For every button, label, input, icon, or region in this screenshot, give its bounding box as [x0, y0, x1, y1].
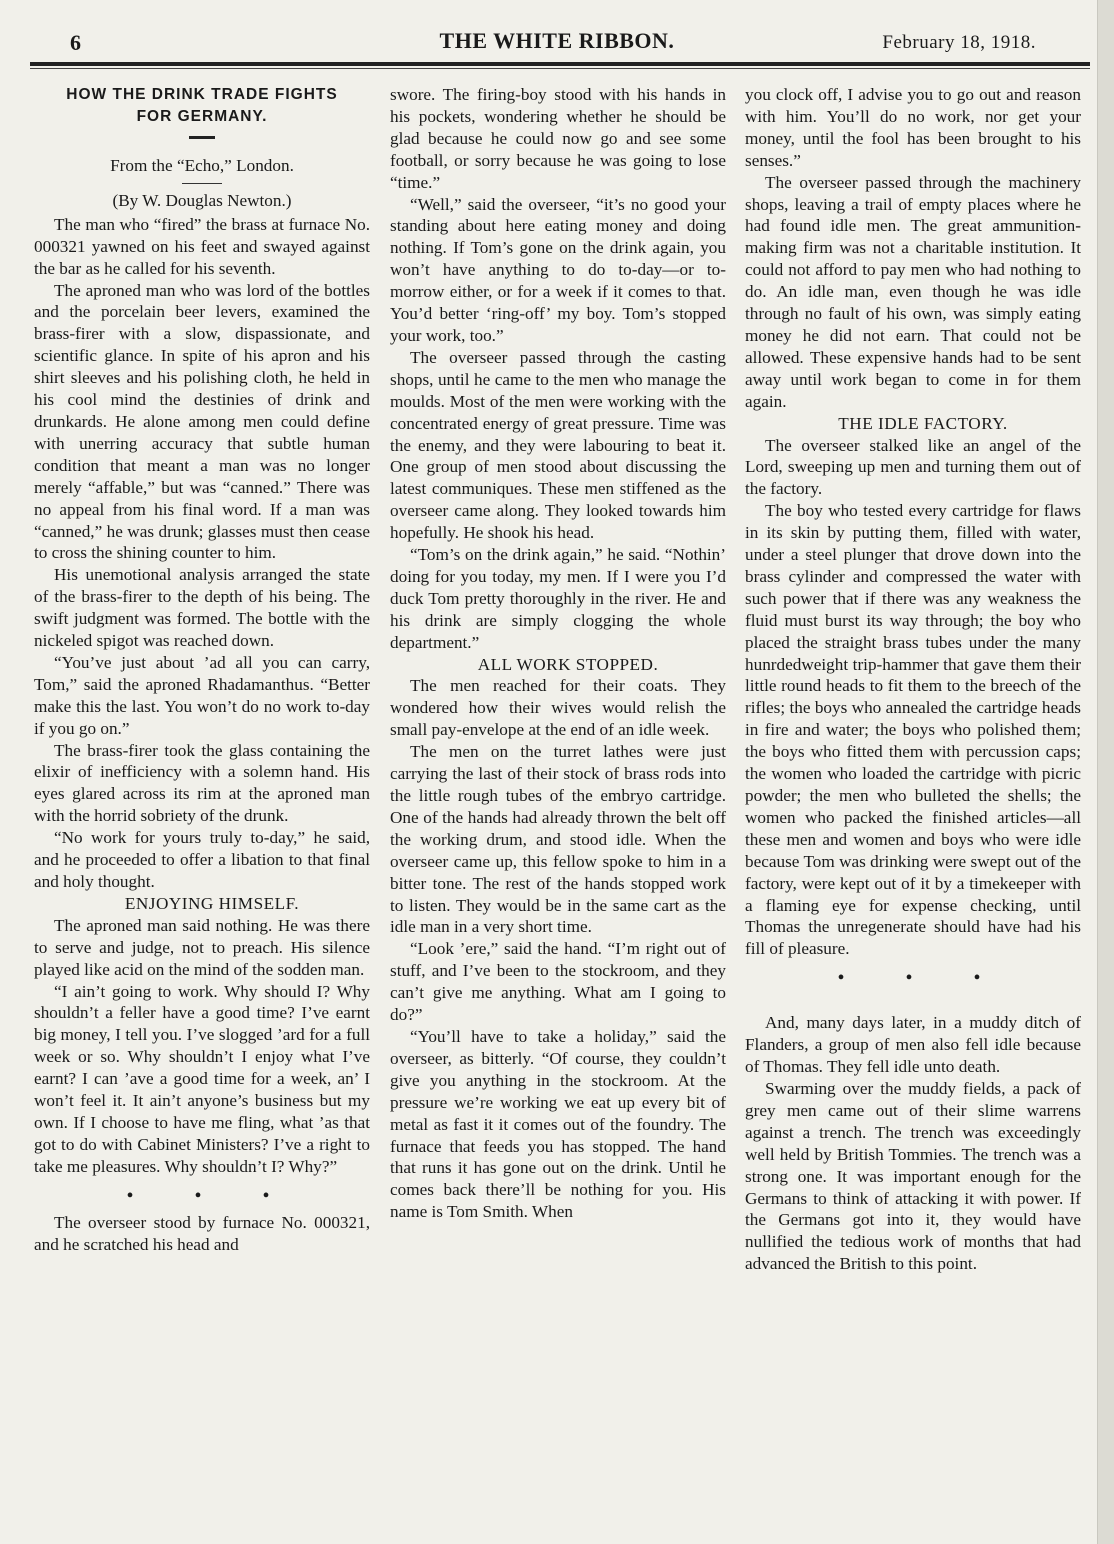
title-dash — [189, 136, 215, 139]
page-number: 6 — [70, 30, 81, 55]
page-header — [30, 22, 1084, 62]
spacer — [745, 994, 1081, 1012]
paragraph: “You’ve just about ’ad all you can carry, Tom,” said the aproned Rhadamanthus. “Better make this the last. You won’t do no work to-day if you go on.” — [34, 652, 370, 738]
paragraph: “No work for yours truly to-day,” he said, and he proceeded to offer a libation to that final and holy thought. — [34, 828, 370, 891]
header-rule-thin — [30, 68, 1090, 69]
column-1 — [34, 84, 370, 1256]
paragraph: “Well,” said the overseer, “it’s no good your standing about here eating money and doing nothing. If Tom’s gone on the drink again, you won’t have anything to do to-day—or to-morrow either, or for a week if it comes to that. You’d better ‘ring-off’ my boy. Tom’s stopped your work, too.” — [390, 194, 726, 345]
article-title-line-2: FOR GERMANY. — [136, 108, 268, 125]
page-edge — [1097, 0, 1114, 1544]
paragraph-continued: you clock off, I advise you to go out and reason with him. You’ll do no work, nor get your money, until the fool has been brought to his senses.” — [745, 85, 1081, 170]
paragraph: The boy who tested every cartridge for flaws in its skin by putting them, filled with water, under a steel plunger that drove down into the brass cylinder and compressed the water with such power that if there was any weakness the fluid must burst its way through; the boy who placed the straight brass tubes under the many hunrdedweight trip-hammer that gave them their little round heads to fit them to the breech of the rifles; the boys who annealed the cartridge heads in fire and water; the boys who polished them; the boys who fitted them with percussion caps; the women who loaded the cartridge with picric powder; the men who bulleted the shells; the women who packed the finished articles—all these men and women and boys who were idle because Tom was drinking were swept out of the factory, were kept out of it by a timekeeper with a flaming eye for expense checking, until Thomas the unregenerate should have had his fill of pleasure. — [745, 501, 1081, 959]
paragraph: The aproned man said nothing. He was there to serve and judge, not to preach. His silence played like acid on the mind of the sodden man. — [34, 915, 370, 979]
paragraph: “Look ’ere,” said the hand. “I’m right out of stuff, and I’ve been to the stockroom, and they can’t give me anything. What am I going to do?” — [390, 939, 726, 1025]
paragraph: “I ain’t going to work. Why should I? Why shouldn’t a feller have a good time? I’ve earnt big money, I tell you. I’ve slogged ’ard for a full week or so. Why shouldn’t I enjoy what I’ve earnt? I can ’ave a good time for a week, an’ I won’t feel it. It ain’t anyone’s business but my own. If I choose to have me fling, what ’as that got to do with Cabinet Ministers? I’ve a right to take me pleasures. Why shouldn’t I? Why?” — [34, 981, 370, 1176]
subheading-idle-factory: THE IDLE FACTORY. — [838, 413, 1008, 433]
section-separator: • • • — [126, 1184, 298, 1207]
article-title-line-1: HOW THE DRINK TRADE FIGHTS — [66, 86, 338, 103]
article-title — [34, 84, 370, 128]
paragraph: The overseer stalked like an angel of the Lord, sweeping up men and turning them out of the factory. — [745, 435, 1081, 499]
column-2 — [390, 84, 726, 1223]
paragraph: His unemotional analysis arranged the state of the brass-firer to the depth of his being. The swift judgment was formed. The bottle with the nickeled spigot was reached down. — [34, 565, 370, 651]
paragraph: The aproned man who was lord of the bottles and the porcelain beer levers, examined the brass-firer with a slow, dispassionate, and scientific glance. In spite of his apron and his shirt sleeves and his polishing cloth, he held in his cool mind the destinies of drink and drunkards. He alone among men could define with unerring accuracy that subtle human condition that meant a man was no longer merely “affable,” but was “canned.” There was no appeal from his final word. If a man was “canned,” he was drunk; glasses must then cease to cross the shining counter to him. — [34, 280, 370, 563]
paragraph: “Tom’s on the drink again,” he said. “Nothin’ doing for you today, my men. If I were you I’d duck Tom pretty thoroughly in the river. He and his drink are simply clogging the whole department.” — [390, 545, 726, 652]
subheading-enjoying: ENJOYING HIMSELF. — [124, 893, 300, 913]
paragraph: The overseer stood by furnace No. 000321, and he scratched his head and — [34, 1212, 370, 1254]
header-rule — [30, 62, 1090, 66]
paragraph: The man who “fired” the brass at furnace No. 000321 yawned on his feet and swayed against the bar as he called for his seventh. — [34, 214, 370, 278]
paragraph: The men reached for their coats. They wondered how their wives would relish the small pay-envelope at the end of an idle week. — [390, 676, 726, 740]
paragraph: The brass-firer took the glass containing the elixir of inefficiency with a solemn hand. His eyes glared across its rim at the aproned man with the horrid sobriety of the drunk. — [34, 740, 370, 826]
article-byline: (By W. Douglas Newton.) — [112, 190, 292, 210]
paragraph: And, many days later, in a muddy ditch of Flanders, a group of men also fell idle because of Thomas. They fell idle unto death. — [745, 1013, 1081, 1077]
paragraph: “You’ll have to take a holiday,” said the overseer, as bitterly. “Of course, they couldn’t give you anything in the stockroom. At the pressure we’re working we eat up every bit of metal as fast it it comes out of the foundry. The furnace that feeds you has stopped. The hand that runs it has gone out on the drink. Until he comes back there’ll be nothing for you. His name is Tom Smith. When — [390, 1026, 726, 1222]
source-rule — [182, 183, 222, 184]
subheading-all-work-stopped: ALL WORK STOPPED. — [477, 654, 659, 674]
paragraph: The overseer passed through the machinery shops, leaving a trail of empty places where he had found idle men. The great ammunition-making firm was not a charitable institution. It could not afford to pay men who had nothing to do. An idle man, even though he was idle through no fault of his own, was simply eating money he did not earn. That could not be allowed. These expensive hands had to be sent away until work began to come in for them again. — [745, 172, 1081, 411]
issue-date: February 18, 1918. — [882, 32, 1036, 53]
column-3 — [745, 84, 1081, 1275]
publication-title: THE WHITE RIBBON. — [439, 28, 675, 53]
paragraph: The overseer passed through the casting shops, until he came to the men who manage the moulds. Most of the men were working with the concentrated energy of great pressure. Time was the enemy, and they were labouring to beat it. One group of men stood about discussing the latest communiques. These men stiffened as the overseer came along. They looked towards him hopefully. He shook his head. — [390, 347, 726, 543]
paragraph: The men on the turret lathes were just carrying the last of their stock of brass rods into the little rough tubes of the embryo cartridge. One of the hands had already thrown the belt off the working drum, and stood idle. When the overseer came up, this fellow spoke to him in a bitter tone. The rest of the hands stopped work to listen. They would be in the same cart as the idle man in a very short time. — [390, 742, 726, 937]
article-source: From the “Echo,” London. — [110, 156, 294, 175]
paragraph: Swarming over the muddy fields, a pack of grey men came out of their slime warrens against a trench. The trench was exceedingly well held by British Tommies. The trench was a strong one. It was important enough for the Germans to think of attacking it with power. If the Germans got into it, they would have nullified the tedious work of months that had advanced the British to this point. — [745, 1078, 1081, 1274]
section-separator: • • • — [837, 967, 1009, 990]
paragraph-continued: swore. The firing-boy stood with his hands in his pockets, wondering whether he should be glad because he could now go and see some football, or sorry because he was going to lose “time.” — [390, 85, 726, 192]
